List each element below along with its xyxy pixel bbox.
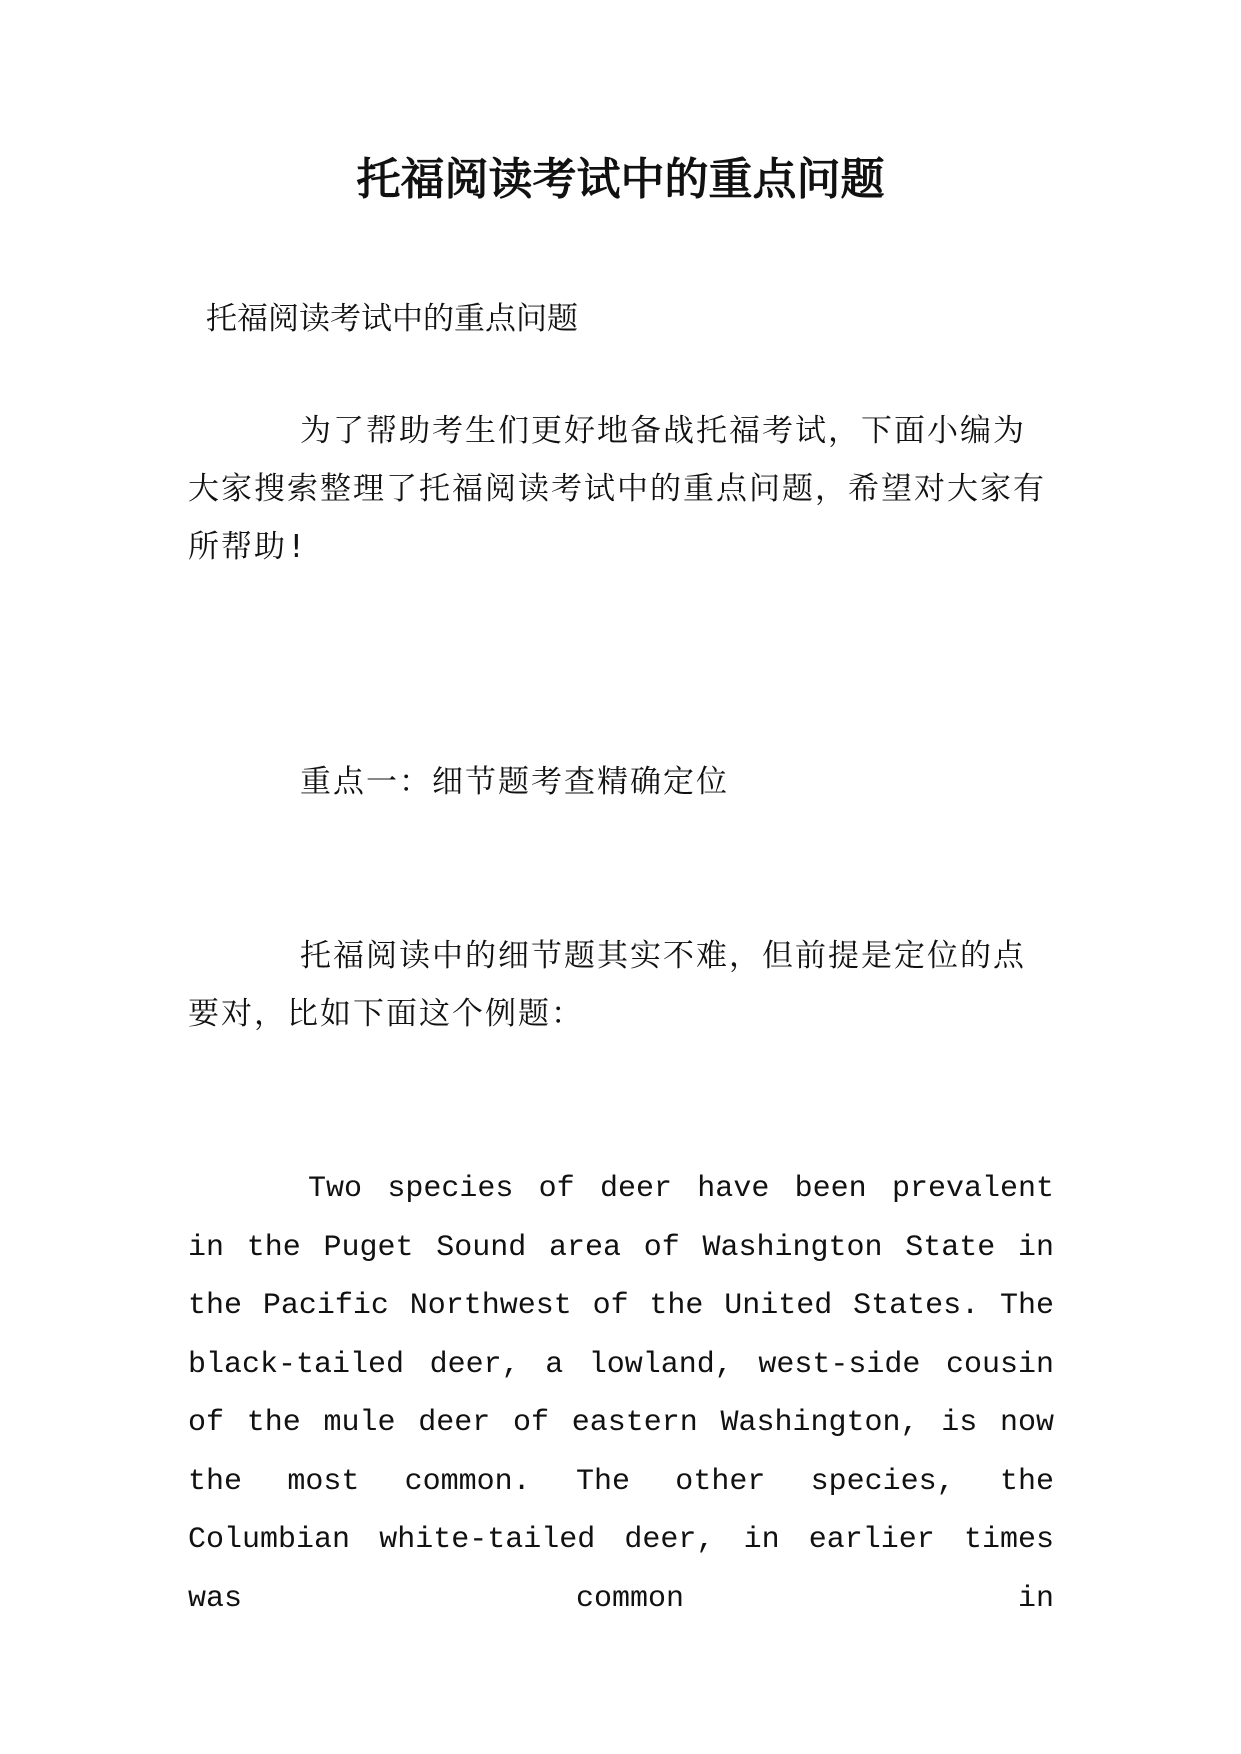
document-title: 托福阅读考试中的重点问题 — [356, 154, 885, 205]
point-one-paragraph: 托福阅读中的细节题其实不难，但前提是定位的点要对，比如下面这个例题： — [188, 938, 1026, 1032]
reading-passage: Two species of deer have been prevalent in the Puget Sound area of Washington State in the Pacific Northwest of the United States. The black-tailed deer, a lowland, west-side cousin of the mule deer of eastern Washington, is now the most common. The other species, the Columbian white-tailed deer, in earlier times was common in — [188, 1172, 1054, 1616]
document-subtitle: 托福阅读考试中的重点问题 — [206, 301, 578, 337]
point-one-heading: 重点一：细节题考查精确定位 — [300, 764, 729, 800]
intro-paragraph: 为了帮助考生们更好地备战托福考试，下面小编为大家搜索整理了托福阅读考试中的重点问题，希望对大家有所帮助! — [188, 413, 1046, 565]
